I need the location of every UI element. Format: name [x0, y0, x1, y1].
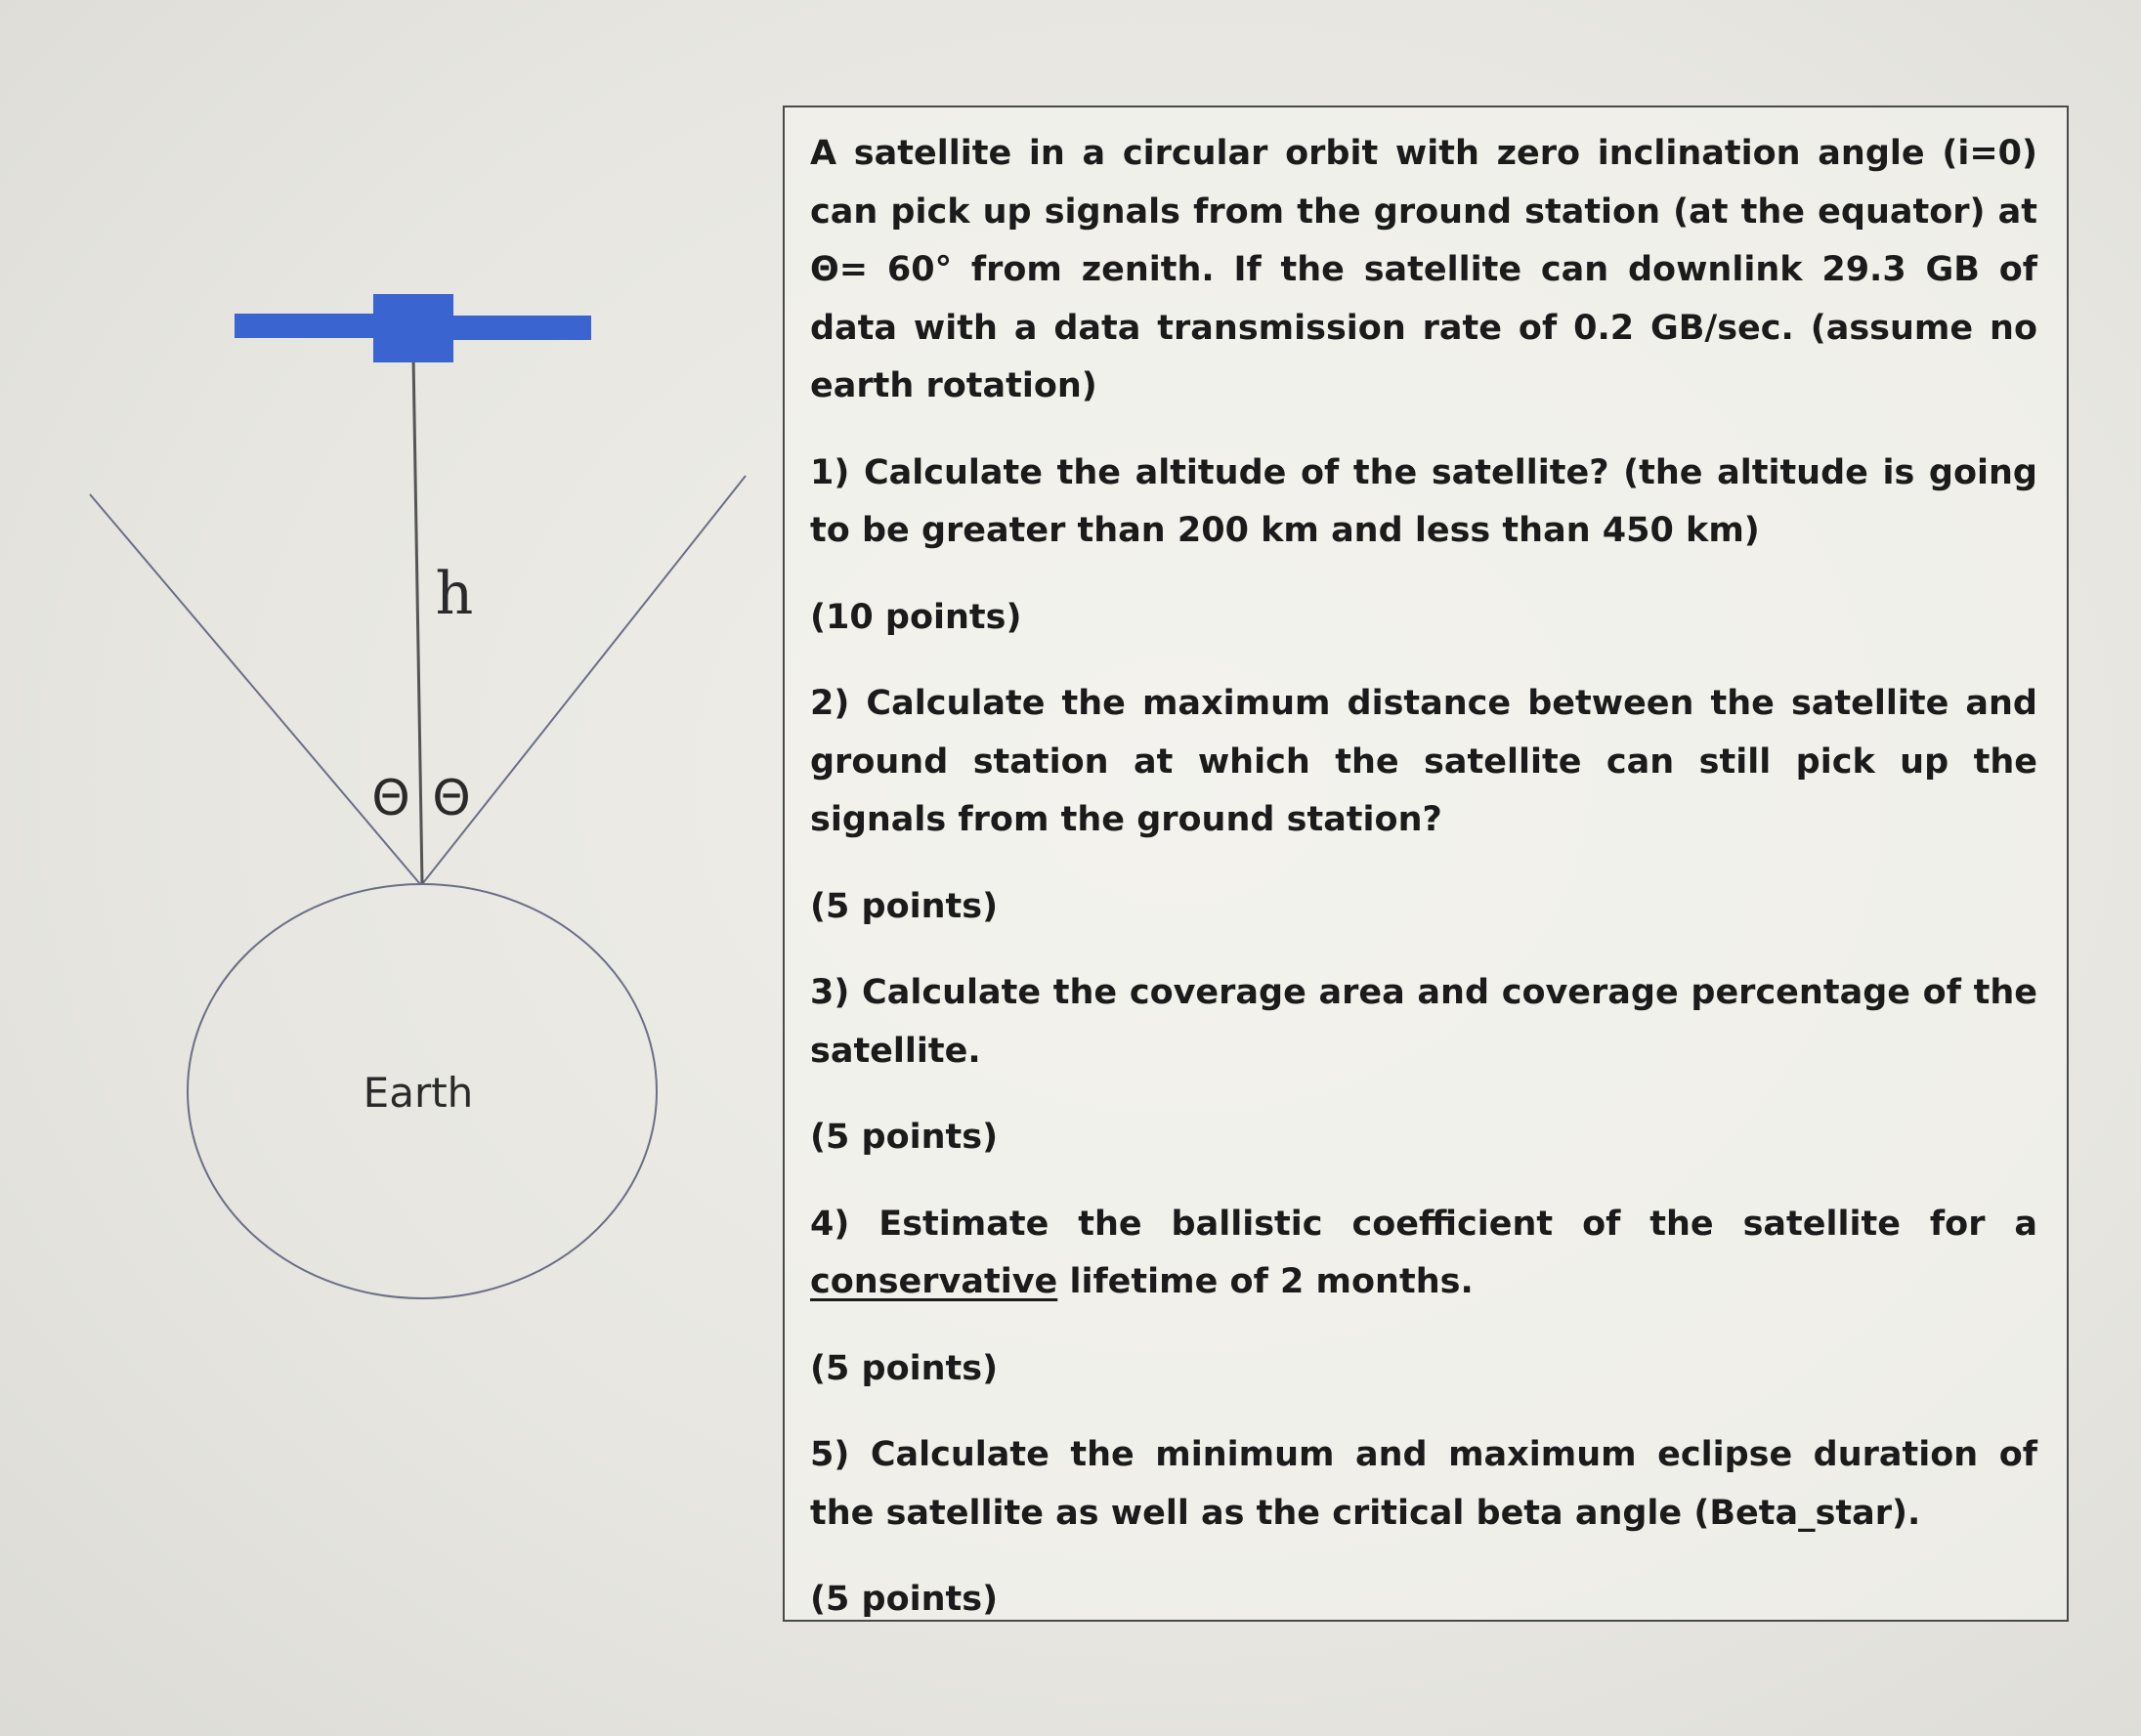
- earth-label: Earth: [363, 1069, 474, 1117]
- solar-panel-left: [235, 314, 374, 338]
- question-3: 3) Calculate the coverage area and coverage percentage of the satellite.: [810, 973, 2037, 1071]
- question-4-text-end: lifetime of 2 months.: [1057, 1262, 1474, 1301]
- question-4-points: (5 points): [810, 1348, 999, 1388]
- solar-panel-right: [451, 316, 591, 340]
- altitude-line: [413, 357, 422, 884]
- question-4: [810, 1196, 2037, 1312]
- cone-line-left: [90, 494, 420, 884]
- theta-left-label: Θ: [371, 770, 410, 826]
- theta-right-label: Θ: [432, 770, 471, 826]
- question-2: 2) Calculate the maximum distance between the satellite and ground station at which the satellite can still pick up the signals from the ground station?: [810, 684, 2037, 839]
- question-4-text-start: 4) Estimate the ballistic coefficient of the satellite for a: [810, 1204, 2037, 1244]
- question-5: 5) Calculate the minimum and maximum eclipse duration of the satellite as well as the critical beta angle (Beta_star).: [810, 1435, 2037, 1533]
- question-1: 1) Calculate the altitude of the satellite? (the altitude is going to be greater than 200 km and less than 450 km): [810, 452, 2037, 550]
- problem-intro: A satellite in a circular orbit with zero inclination angle (i=0) can pick up signals from the ground station (at the equator) at Θ= 60° from zenith. If the satellite can downlink 29.3 GB of data with a data transmission rate of 0.2 GB/sec. (assume no earth rotation): [810, 134, 2037, 405]
- question-5-points: (5 points): [810, 1580, 999, 1619]
- question-2-points: (5 points): [810, 886, 999, 926]
- question-4-underlined-word: conservative: [810, 1262, 1058, 1301]
- problem-statement-box: [783, 106, 2069, 1622]
- altitude-label: h: [435, 560, 474, 628]
- question-3-points: (5 points): [810, 1118, 999, 1157]
- satellite-diagram: [0, 0, 782, 1736]
- satellite-body: [373, 294, 453, 362]
- satellite-icon: [235, 294, 591, 362]
- question-1-points: (10 points): [810, 597, 1022, 637]
